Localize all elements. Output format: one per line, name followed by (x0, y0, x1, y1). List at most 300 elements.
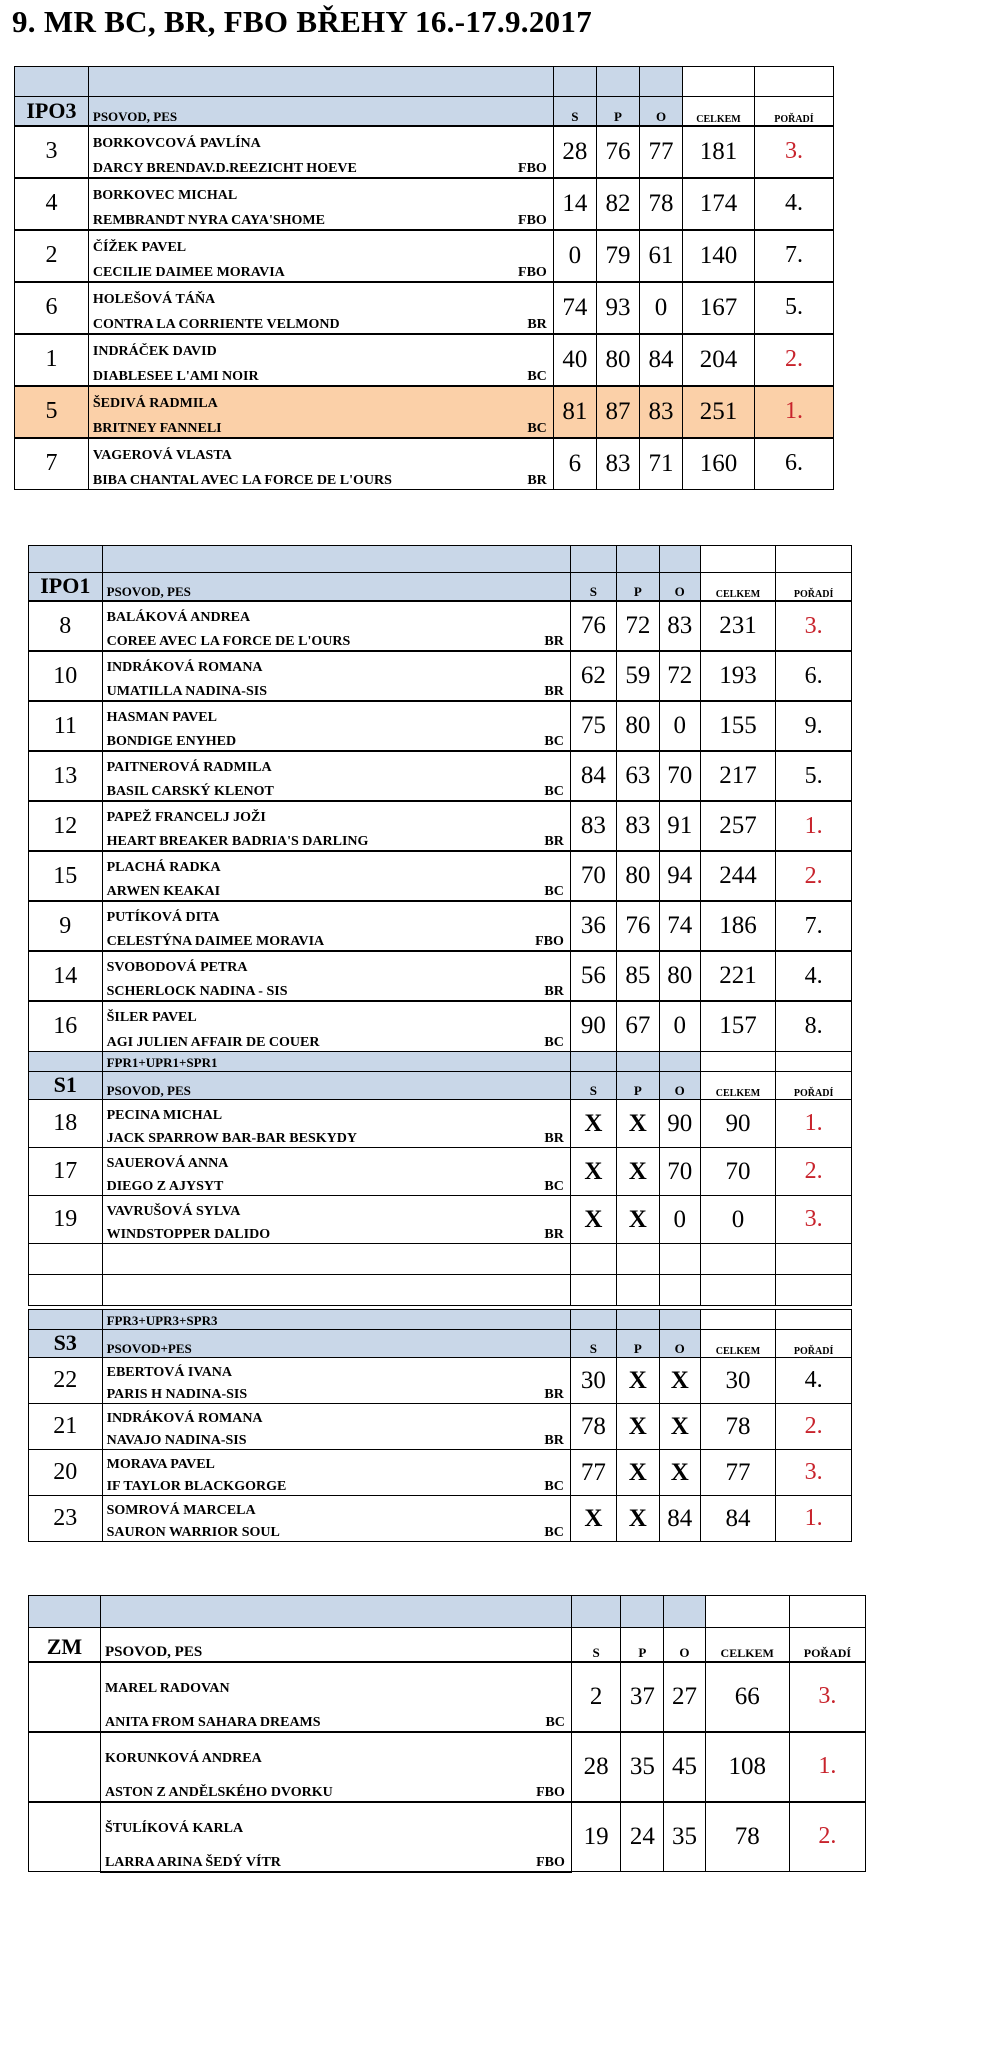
table-row (29, 1662, 866, 1697)
score-s: 76 (570, 601, 616, 651)
rank-value: 6. (754, 438, 833, 490)
table-row (29, 1450, 852, 1473)
score-p: 76 (616, 901, 659, 951)
handler-name: INDRÁKOVÁ ROMANA (102, 651, 570, 676)
handler-name: MAREL RADOVAN (100, 1662, 571, 1697)
rank-value: 2. (776, 1404, 852, 1450)
dog-cell (102, 826, 570, 851)
start-number: 11 (29, 701, 103, 751)
column-header-rank: POŘADÍ (776, 573, 852, 602)
handler-name: PUTÍKOVÁ DITA (102, 901, 570, 926)
rank-value: 2. (789, 1802, 865, 1872)
empty-row (29, 1244, 852, 1275)
score-p: 93 (596, 282, 639, 334)
score-s: X (570, 1496, 616, 1542)
handler-name: BALÁKOVÁ ANDREA (102, 601, 570, 626)
column-header-p: P (596, 97, 639, 126)
dog-cell (102, 976, 570, 1001)
score-s: 14 (553, 178, 596, 230)
table-row (29, 751, 852, 776)
start-number: 12 (29, 801, 103, 851)
score-p: 35 (621, 1732, 664, 1802)
subtitle-row (29, 1052, 852, 1072)
column-header-total: CELKEM (700, 1330, 776, 1358)
score-s: 40 (553, 334, 596, 386)
score-s: 6 (553, 438, 596, 490)
score-o: 0 (659, 1196, 700, 1244)
table-row (29, 1196, 852, 1220)
breed-code: BR (527, 316, 547, 332)
empty-row (29, 1275, 852, 1306)
breed-code: BC (544, 784, 564, 799)
rank-value: 5. (754, 282, 833, 334)
dog-cell (100, 1697, 571, 1732)
score-o: 78 (639, 178, 682, 230)
score-p: 67 (616, 1001, 659, 1051)
score-p: X (616, 1404, 659, 1450)
header-row (29, 1628, 866, 1662)
score-o: 77 (639, 126, 682, 178)
score-p: 79 (596, 230, 639, 282)
dog-cell (88, 360, 553, 386)
table-row (29, 1496, 852, 1519)
score-p: 24 (621, 1802, 664, 1872)
dog-name: CECILIE DAIMEE MORAVIA (92, 264, 285, 280)
table-row (29, 801, 852, 826)
class-label: S3 (29, 1330, 103, 1358)
table-row (29, 1358, 852, 1381)
score-s: X (570, 1148, 616, 1196)
dog-name: LARRA ARINA ŠEDÝ VÍTR (104, 1854, 281, 1870)
dog-name: ASTON Z ANDĚLSKÉHO DVORKU (104, 1784, 333, 1800)
start-number: 21 (29, 1404, 103, 1450)
breed-code: BC (544, 1525, 564, 1540)
dog-cell (102, 626, 570, 651)
total-score: 231 (700, 601, 776, 651)
handler-name: MORAVA PAVEL (102, 1450, 570, 1473)
dog-cell (88, 308, 553, 334)
table-row (29, 1802, 866, 1837)
handler-name: EBERTOVÁ IVANA (102, 1358, 570, 1381)
score-o: X (659, 1450, 700, 1496)
table-row (29, 901, 852, 926)
handler-name: VAVRUŠOVÁ SYLVA (102, 1196, 570, 1220)
rank-value: 3. (776, 1196, 852, 1244)
total-score: 186 (700, 901, 776, 951)
class-subtitle: FPR3+UPR3+SPR3 (102, 1310, 570, 1330)
score-o: 74 (659, 901, 700, 951)
column-header-total: CELKEM (700, 1072, 776, 1100)
start-number: 15 (29, 851, 103, 901)
dog-name: IF TAYLOR BLACKGORGE (106, 1479, 287, 1494)
dog-name: SCHERLOCK NADINA - SIS (106, 984, 288, 999)
score-s: 70 (570, 851, 616, 901)
score-s: 28 (571, 1732, 620, 1802)
header-row (29, 573, 852, 602)
column-header-s: S (553, 97, 596, 126)
handler-name: BORKOVCOVÁ PAVLÍNA (88, 126, 553, 152)
total-score: 204 (683, 334, 755, 386)
dog-name: BIBA CHANTAL AVEC LA FORCE DE L'OURS (92, 473, 392, 488)
column-header-o: O (664, 1628, 705, 1662)
header-row (15, 97, 834, 126)
total-score: 174 (683, 178, 755, 230)
score-p: 37 (621, 1662, 664, 1732)
total-score: 70 (700, 1148, 776, 1196)
dog-cell (102, 776, 570, 801)
score-o: 35 (664, 1802, 705, 1872)
score-s: 90 (570, 1001, 616, 1051)
dog-cell (102, 1026, 570, 1051)
header-band (29, 1596, 866, 1628)
score-o: 0 (659, 701, 700, 751)
total-score: 140 (683, 230, 755, 282)
score-p: 83 (616, 801, 659, 851)
column-header-s: S (571, 1628, 620, 1662)
score-o: 0 (659, 1001, 700, 1051)
start-number: 5 (15, 386, 89, 438)
score-p: 83 (596, 438, 639, 490)
score-s: 56 (570, 951, 616, 1001)
class-label: IPO3 (15, 97, 89, 126)
start-number: 2 (15, 230, 89, 282)
column-header-p: P (621, 1628, 664, 1662)
column-header-o: O (659, 573, 700, 602)
column-header-handler-dog: PSOVOD, PES (102, 573, 570, 602)
dog-name: DIABLESEE L'AMI NOIR (92, 368, 259, 384)
dog-name: ANITA FROM SAHARA DREAMS (104, 1714, 321, 1730)
total-score: 30 (700, 1358, 776, 1404)
dog-cell (102, 926, 570, 951)
breed-code: BC (544, 1479, 564, 1494)
breed-code: BC (545, 1714, 565, 1730)
dog-cell (102, 726, 570, 751)
dog-name: REMBRANDT NYRA CAYA'SHOME (92, 212, 325, 228)
dog-cell (102, 1220, 570, 1244)
total-score: 167 (683, 282, 755, 334)
rank-value: 1. (754, 386, 833, 438)
dog-name: CELESTÝNA DAIMEE MORAVIA (106, 934, 325, 949)
dog-cell (88, 412, 553, 438)
handler-name: ŠTULÍKOVÁ KARLA (100, 1802, 571, 1837)
dog-cell (100, 1767, 571, 1802)
rank-value: 2. (776, 1148, 852, 1196)
score-o: 71 (639, 438, 682, 490)
score-s: 84 (570, 751, 616, 801)
rank-value: 5. (776, 751, 852, 801)
dog-cell (88, 152, 553, 178)
total-score: 244 (700, 851, 776, 901)
handler-name: PLACHÁ RADKA (102, 851, 570, 876)
column-header-o: O (639, 97, 682, 126)
total-score: 78 (705, 1802, 789, 1872)
handler-name: ČÍŽEK PAVEL (88, 230, 553, 256)
column-header-o: O (659, 1330, 700, 1358)
breed-code: BR (544, 984, 564, 999)
rank-value: 3. (776, 1450, 852, 1496)
score-s: 83 (570, 801, 616, 851)
score-o: 61 (639, 230, 682, 282)
dog-name: HEART BREAKER BADRIA'S DARLING (106, 834, 369, 849)
table-row (15, 438, 834, 464)
score-p: 80 (596, 334, 639, 386)
column-header-rank: POŘADÍ (789, 1628, 865, 1662)
total-score: 0 (700, 1196, 776, 1244)
class-subtitle: FPR1+UPR1+SPR1 (102, 1052, 570, 1072)
table-row (29, 1404, 852, 1427)
dog-cell (102, 676, 570, 701)
breed-code: BC (527, 420, 547, 436)
rank-value: 2. (754, 334, 833, 386)
rank-value: 3. (789, 1662, 865, 1732)
zm-results-table (28, 1595, 866, 1873)
score-p: X (616, 1358, 659, 1404)
handler-name: VAGEROVÁ VLASTA (88, 438, 553, 464)
table-row (15, 230, 834, 256)
table-row (15, 126, 834, 152)
total-score: 84 (700, 1496, 776, 1542)
total-score: 66 (705, 1662, 789, 1732)
column-header-p: P (616, 1330, 659, 1358)
dog-name: CONTRA LA CORRIENTE VELMOND (92, 316, 340, 332)
rank-value: 4. (776, 951, 852, 1001)
dog-name: BASIL CARSKÝ KLENOT (106, 784, 274, 799)
breed-code: BC (544, 734, 564, 749)
rank-value: 1. (776, 1496, 852, 1542)
breed-code: FBO (518, 212, 547, 228)
rank-value: 6. (776, 651, 852, 701)
total-score: 251 (683, 386, 755, 438)
score-s: X (570, 1100, 616, 1148)
total-score: 155 (700, 701, 776, 751)
start-number: 17 (29, 1148, 103, 1196)
header-band (29, 546, 852, 573)
handler-name: SOMROVÁ MARCELA (102, 1496, 570, 1519)
dog-name: WINDSTOPPER DALIDO (106, 1227, 271, 1242)
header-row (29, 1072, 852, 1100)
start-number: 13 (29, 751, 103, 801)
score-o: 84 (639, 334, 682, 386)
handler-name: KORUNKOVÁ ANDREA (100, 1732, 571, 1767)
dog-cell (102, 876, 570, 901)
score-s: 36 (570, 901, 616, 951)
breed-code: BC (544, 1179, 564, 1194)
total-score: 78 (700, 1404, 776, 1450)
score-o: 83 (659, 601, 700, 651)
ipo3-results-table (14, 66, 834, 490)
breed-code: BC (544, 884, 564, 899)
breed-code: BC (527, 368, 547, 384)
column-header-p: P (616, 1072, 659, 1100)
score-p: 63 (616, 751, 659, 801)
dog-name: COREE AVEC LA FORCE DE L'OURS (106, 634, 351, 649)
table-row (29, 1732, 866, 1767)
score-o: 80 (659, 951, 700, 1001)
score-s: X (570, 1196, 616, 1244)
score-o: 0 (639, 282, 682, 334)
score-o: 27 (664, 1662, 705, 1732)
score-o: 70 (659, 751, 700, 801)
score-o: 83 (639, 386, 682, 438)
breed-code: BR (544, 634, 564, 649)
s1-results-table (28, 1051, 852, 1306)
dog-name: PARIS H NADINA-SIS (106, 1387, 248, 1402)
dog-cell (102, 1519, 570, 1542)
score-p: 80 (616, 851, 659, 901)
breed-code: FBO (535, 934, 564, 949)
rank-value: 4. (776, 1358, 852, 1404)
breed-code: BR (544, 1387, 564, 1402)
dog-cell (88, 464, 553, 490)
total-score: 160 (683, 438, 755, 490)
column-header-handler-dog: PSOVOD, PES (102, 1072, 570, 1100)
page-title: 9. MR BC, BR, FBO BŘEHY 16.-17.9.2017 (12, 4, 593, 39)
score-p: 87 (596, 386, 639, 438)
dog-name: BRITNEY FANNELI (92, 420, 222, 436)
subtitle-row (29, 1310, 852, 1330)
rank-value: 1. (789, 1732, 865, 1802)
start-number: 7 (15, 438, 89, 490)
start-number: 22 (29, 1358, 103, 1404)
breed-code: FBO (536, 1854, 565, 1870)
column-header-rank: POŘADÍ (776, 1330, 852, 1358)
header-row (29, 1330, 852, 1358)
score-o: 84 (659, 1496, 700, 1542)
score-s: 0 (553, 230, 596, 282)
rank-value: 1. (776, 1100, 852, 1148)
dog-cell (102, 1381, 570, 1404)
column-header-s: S (570, 573, 616, 602)
handler-name: BORKOVEC MICHAL (88, 178, 553, 204)
score-p: 85 (616, 951, 659, 1001)
dog-cell (100, 1837, 571, 1872)
column-header-p: P (616, 573, 659, 602)
score-o: X (659, 1404, 700, 1450)
score-o: 45 (664, 1732, 705, 1802)
total-score: 181 (683, 126, 755, 178)
handler-name: PAITNEROVÁ RADMILA (102, 751, 570, 776)
dog-name: AGI JULIEN AFFAIR DE COUER (106, 1034, 320, 1050)
header-band (15, 67, 834, 97)
start-number: 14 (29, 951, 103, 1001)
start-number: 9 (29, 901, 103, 951)
rank-value: 4. (754, 178, 833, 230)
column-header-handler-dog: PSOVOD, PES (100, 1628, 571, 1662)
start-number: 6 (15, 282, 89, 334)
score-p: 76 (596, 126, 639, 178)
score-s: 78 (570, 1404, 616, 1450)
column-header-o: O (659, 1072, 700, 1100)
column-header-rank: POŘADÍ (776, 1072, 852, 1100)
score-o: 70 (659, 1148, 700, 1196)
dog-name: UMATILLA NADINA-SIS (106, 684, 267, 699)
score-p: X (616, 1100, 659, 1148)
start-number (29, 1732, 101, 1802)
score-o: 90 (659, 1100, 700, 1148)
score-s: 19 (571, 1802, 620, 1872)
breed-code: BR (544, 684, 564, 699)
class-label: S1 (29, 1072, 103, 1100)
rank-value: 1. (776, 801, 852, 851)
rank-value: 2. (776, 851, 852, 901)
breed-code: BC (544, 1034, 564, 1050)
start-number: 23 (29, 1496, 103, 1542)
rank-value: 9. (776, 701, 852, 751)
total-score: 108 (705, 1732, 789, 1802)
table-row (29, 951, 852, 976)
table-row (29, 1001, 852, 1026)
score-p: X (616, 1148, 659, 1196)
total-score: 217 (700, 751, 776, 801)
column-header-total: CELKEM (683, 97, 755, 126)
total-score: 90 (700, 1100, 776, 1148)
table-row (29, 701, 852, 726)
rank-value: 3. (754, 126, 833, 178)
breed-code: FBO (518, 160, 547, 176)
dog-name: SAURON WARRIOR SOUL (106, 1525, 280, 1540)
column-header-handler-dog: PSOVOD, PES (88, 97, 553, 126)
score-p: 72 (616, 601, 659, 651)
start-number: 4 (15, 178, 89, 230)
rank-value: 8. (776, 1001, 852, 1051)
breed-code: FBO (518, 264, 547, 280)
handler-name: PAPEŽ FRANCELJ JOŽI (102, 801, 570, 826)
column-header-s: S (570, 1072, 616, 1100)
handler-name: INDRÁKOVÁ ROMANA (102, 1404, 570, 1427)
s3-results-table (28, 1309, 852, 1542)
handler-name: SAUEROVÁ ANNA (102, 1148, 570, 1172)
breed-code: BR (544, 1131, 564, 1146)
total-score: 193 (700, 651, 776, 701)
start-number: 16 (29, 1001, 103, 1051)
score-s: 2 (571, 1662, 620, 1732)
dog-cell (102, 1427, 570, 1450)
dog-name: DARCY BRENDAV.D.REEZICHT HOEVE (92, 160, 357, 176)
dog-name: BONDIGE ENYHED (106, 734, 237, 749)
breed-code: BR (544, 1227, 564, 1242)
breed-code: BR (544, 1433, 564, 1448)
score-o: X (659, 1358, 700, 1404)
column-header-total: CELKEM (700, 573, 776, 602)
dog-cell (88, 204, 553, 230)
start-number: 20 (29, 1450, 103, 1496)
start-number: 8 (29, 601, 103, 651)
dog-cell (102, 1124, 570, 1148)
column-header-handler-dog: PSOVOD+PES (102, 1330, 570, 1358)
start-number (29, 1662, 101, 1732)
score-s: 74 (553, 282, 596, 334)
start-number: 1 (15, 334, 89, 386)
breed-code: FBO (536, 1784, 565, 1800)
dog-cell (88, 256, 553, 282)
handler-name: HOLEŠOVÁ TÁŇA (88, 282, 553, 308)
table-row (29, 1148, 852, 1172)
handler-name: ŠEDIVÁ RADMILA (88, 386, 553, 412)
breed-code: BR (544, 834, 564, 849)
start-number: 10 (29, 651, 103, 701)
start-number: 3 (15, 126, 89, 178)
table-row (15, 386, 834, 412)
score-p: X (616, 1196, 659, 1244)
rank-value: 7. (776, 901, 852, 951)
start-number: 19 (29, 1196, 103, 1244)
table-row (15, 282, 834, 308)
score-p: 59 (616, 651, 659, 701)
dog-name: DIEGO Z AJYSYT (106, 1179, 224, 1194)
handler-name: INDRÁČEK DAVID (88, 334, 553, 360)
column-header-s: S (570, 1330, 616, 1358)
rank-value: 7. (754, 230, 833, 282)
